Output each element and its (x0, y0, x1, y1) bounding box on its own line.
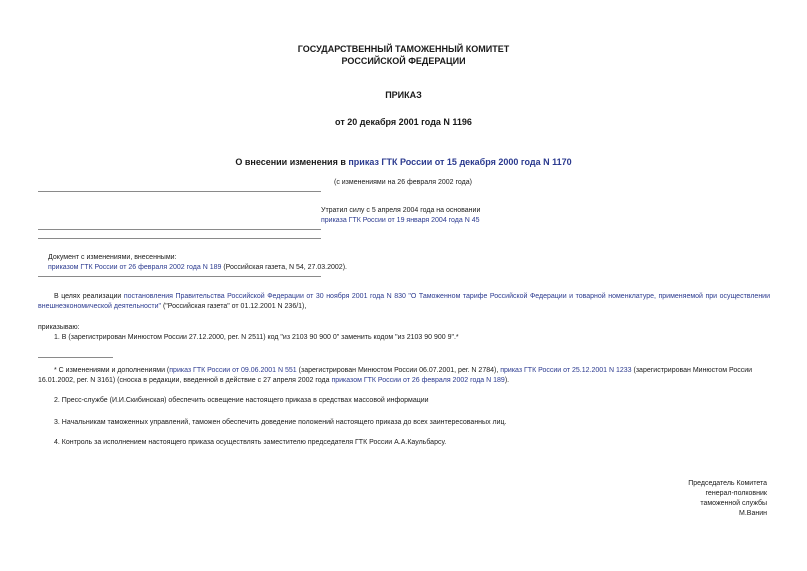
amended-note: (с изменениями на 26 февраля 2002 года) (334, 179, 472, 186)
preamble-paragraph (38, 292, 770, 312)
divider (38, 191, 321, 192)
changes-link[interactable]: приказом ГТК России от 26 февраля 2002 года N 189 (48, 264, 222, 271)
order-item-1 (38, 333, 770, 343)
subject-link[interactable]: приказ ГТК России от 15 декабря 2000 года N 1170 (348, 157, 572, 167)
footnote-text: (зарегистрирован Минюстом России 16.01.2002, рег. N 3161) (сноска в редакции, введенной в действие с 27 апреля 2002 года (38, 367, 753, 384)
preamble-tail: ("Российская газета" от 01.12.2001 N 236/1), (161, 303, 307, 310)
expired-text: Утратил силу с 5 апреля 2004 года на основании (321, 207, 481, 214)
footnote-text: ). (504, 377, 510, 384)
signature-title: Председатель Комитета (688, 480, 767, 487)
signature-name: М.Ванин (739, 510, 767, 517)
doc-subject (0, 157, 807, 168)
footnote-divider (38, 357, 113, 358)
signature-service: таможенной службы (700, 500, 767, 507)
footnote-text: (зарегистрирован Минюстом России 06.07.2001, рег. N 2784), (296, 367, 501, 374)
doc-date-number: от 20 декабря 2001 года N 1196 (335, 117, 472, 127)
subject-prefix: О внесении изменения в (235, 157, 349, 167)
divider (38, 229, 321, 230)
expired-link[interactable]: приказа ГТК России от 19 января 2004 года N 45 (321, 217, 480, 224)
changes-note (48, 253, 347, 273)
signature-block (688, 479, 767, 519)
preamble-link[interactable]: постановления Правительства Российской Федерации от 30 ноября 2001 года N 830 "О Таможенном тарифе Российской Федерации и товарной номенклатуре, применяемой при осуществлении внешнеэкономической деятельности" (38, 293, 771, 310)
divider (38, 276, 321, 277)
order-item-4: 4. Контроль за исполнением настоящего приказа осуществлять заместителю председателя ГТК России А.А.Каульбарсу. (54, 439, 447, 446)
footnote-link-1[interactable]: приказ ГТК России от 09.06.2001 N 551 (169, 367, 297, 374)
changes-line1: Документ с изменениями, внесенными: (48, 254, 177, 261)
org-name-line1: ГОСУДАРСТВЕННЫЙ ТАМОЖЕННЫЙ КОМИТЕТ (297, 44, 510, 54)
footnote-link-2[interactable]: приказ ГТК России от 25.12.2001 N 1233 (500, 367, 632, 374)
preamble-prefix: В целях реализации (54, 293, 124, 300)
order-item-2: 2. Пресс-службе (И.И.Скибинская) обеспечить освещение настоящего приказа в средствах массовой информации (54, 397, 429, 404)
expired-note (321, 206, 480, 226)
footnote (38, 366, 770, 386)
signature-rank: генерал-полковник (705, 490, 767, 497)
divider (38, 238, 321, 239)
order-item-3: 3. Начальникам таможенных управлений, таможен обеспечить доведение положений настоящего приказа до всех заинтересованных лиц. (54, 419, 507, 426)
item1-tail: (зарегистрирован Минюстом России 27.12.2000, рег. N 2511) код "из 2103 90 900 0" заменить кодом "из 2103 90 900 9".* (68, 334, 459, 341)
changes-tail: (Российская газета, N 54, 27.03.2002). (221, 264, 347, 271)
order-word: приказываю: (38, 324, 80, 331)
footnote-link-3[interactable]: приказом ГТК России от 26 февраля 2002 года N 189 (331, 377, 505, 384)
org-name-line2: РОССИЙСКОЙ ФЕДЕРАЦИИ (341, 56, 466, 66)
item1-prefix: 1. В (54, 334, 69, 341)
doc-type: ПРИКАЗ (385, 90, 422, 100)
footnote-text: * С изменениями и дополнениями ( (54, 367, 170, 374)
